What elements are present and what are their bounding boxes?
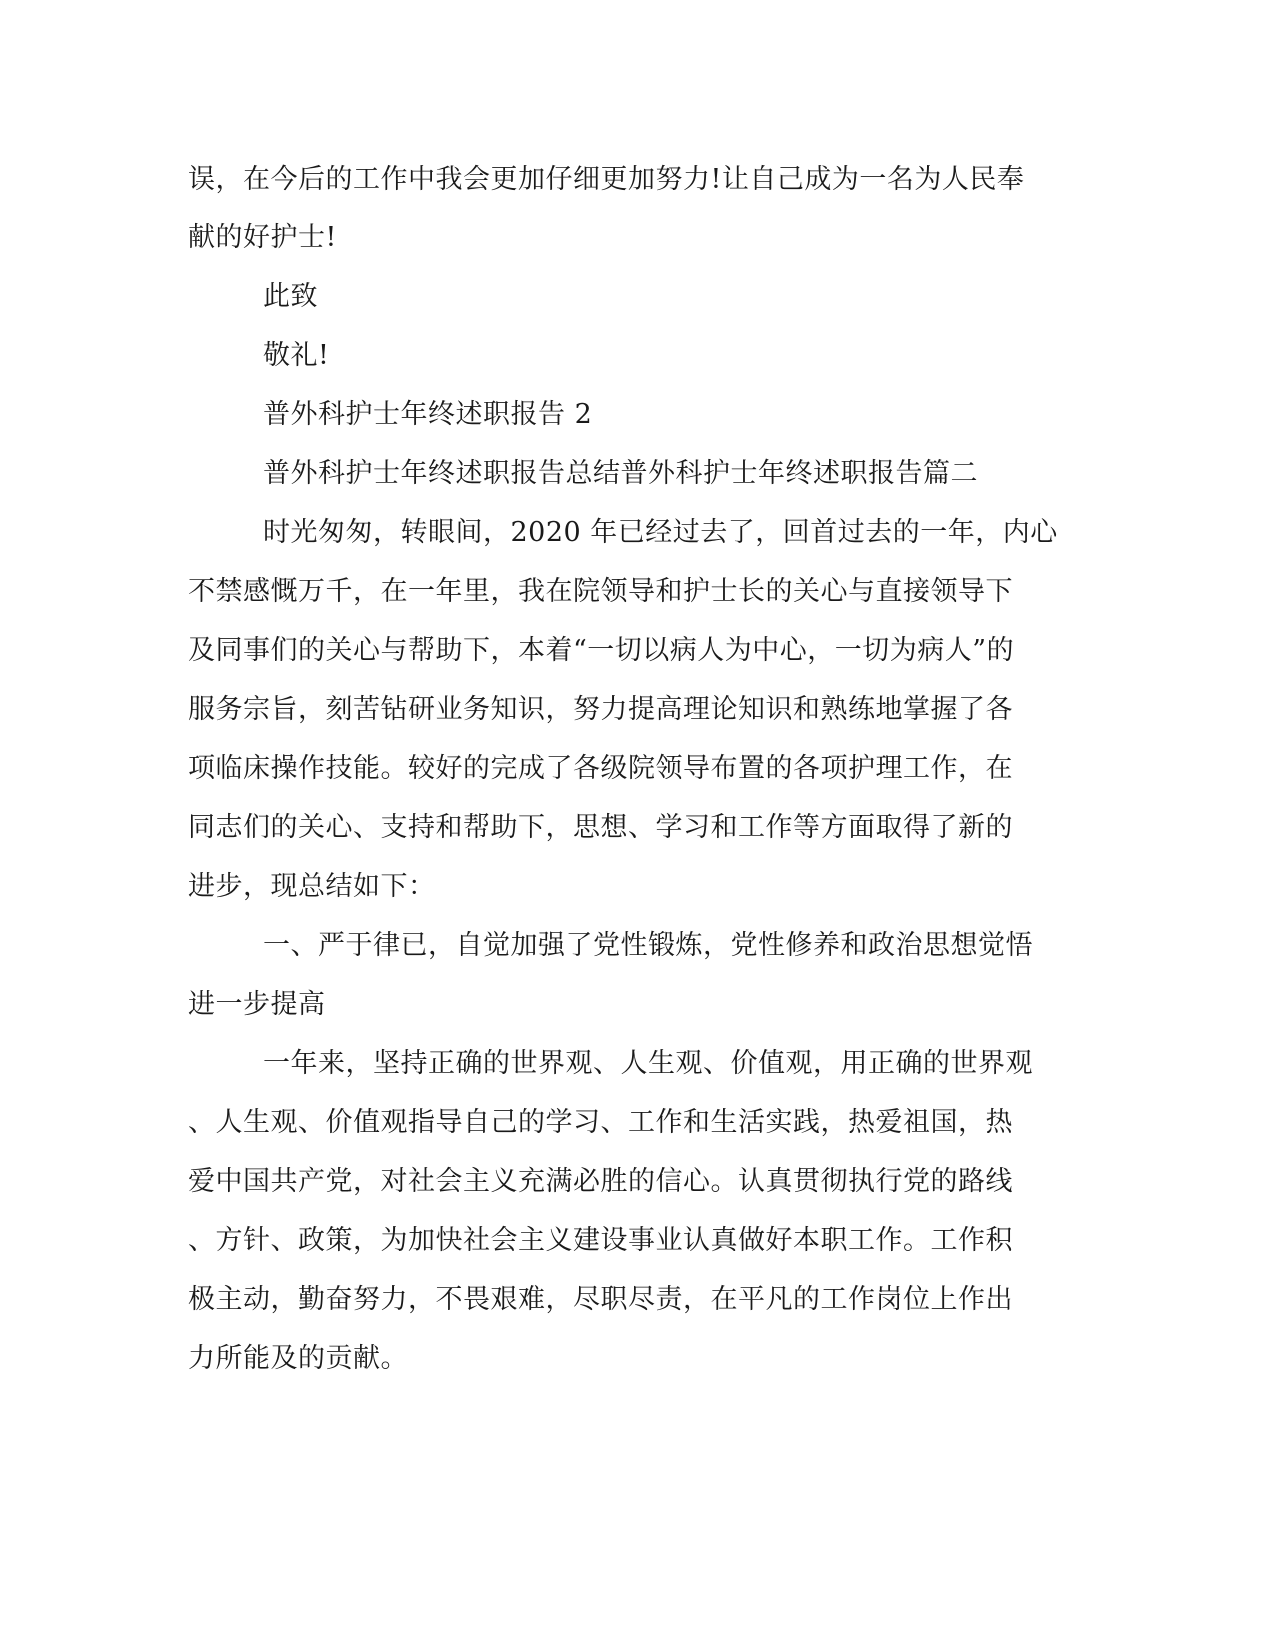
paragraph-line: 、方针、政策，为加快社会主义建设事业认真做好本职工作。工作积 — [188, 1225, 1013, 1256]
paragraph-line: 误，在今后的工作中我会更加仔细更加努力!让自己成为一名为人民奉 — [188, 164, 1025, 195]
section-title: 普外科护士年终述职报告 2 — [263, 399, 593, 430]
closing-regards: 敬礼! — [263, 340, 330, 371]
paragraph-line: 极主动，勤奋努力，不畏艰难，尽职尽责，在平凡的工作岗位上作出 — [188, 1284, 1013, 1315]
paragraph-line: 不禁感慨万千，在一年里，我在院领导和护士长的关心与直接领导下 — [188, 576, 1013, 607]
paragraph-line: 爱中国共产党，对社会主义充满必胜的信心。认真贯彻执行党的路线 — [188, 1166, 1013, 1197]
closing-salutation: 此致 — [263, 281, 318, 312]
paragraph-line: 及同事们的关心与帮助下，本着“一切以病人为中心，一切为病人”的 — [188, 635, 1015, 666]
paragraph-line: 力所能及的贡献。 — [188, 1343, 408, 1374]
heading-line: 一、严于律已，自觉加强了党性锻炼，党性修养和政治思想觉悟 — [263, 930, 1033, 961]
paragraph-line: 进步，现总结如下： — [188, 871, 436, 902]
paragraph-line: 同志们的关心、支持和帮助下，思想、学习和工作等方面取得了新的 — [188, 812, 1013, 843]
section-subtitle: 普外科护士年终述职报告总结普外科护士年终述职报告篇二 — [263, 458, 978, 489]
paragraph-line: 时光匆匆，转眼间，2020 年已经过去了，回首过去的一年，内心 — [263, 517, 1058, 548]
paragraph-line: 、人生观、价值观指导自己的学习、工作和生活实践，热爱祖国，热 — [188, 1107, 1013, 1138]
paragraph-line: 服务宗旨，刻苦钻研业务知识，努力提高理论知识和熟练地掌握了各 — [188, 694, 1013, 725]
heading-line: 进一步提高 — [188, 989, 326, 1020]
paragraph-line: 项临床操作技能。较好的完成了各级院领导布置的各项护理工作，在 — [188, 753, 1013, 784]
paragraph-line: 一年来，坚持正确的世界观、人生观、价值观，用正确的世界观 — [263, 1048, 1033, 1079]
paragraph-line: 献的好护士! — [188, 222, 337, 253]
